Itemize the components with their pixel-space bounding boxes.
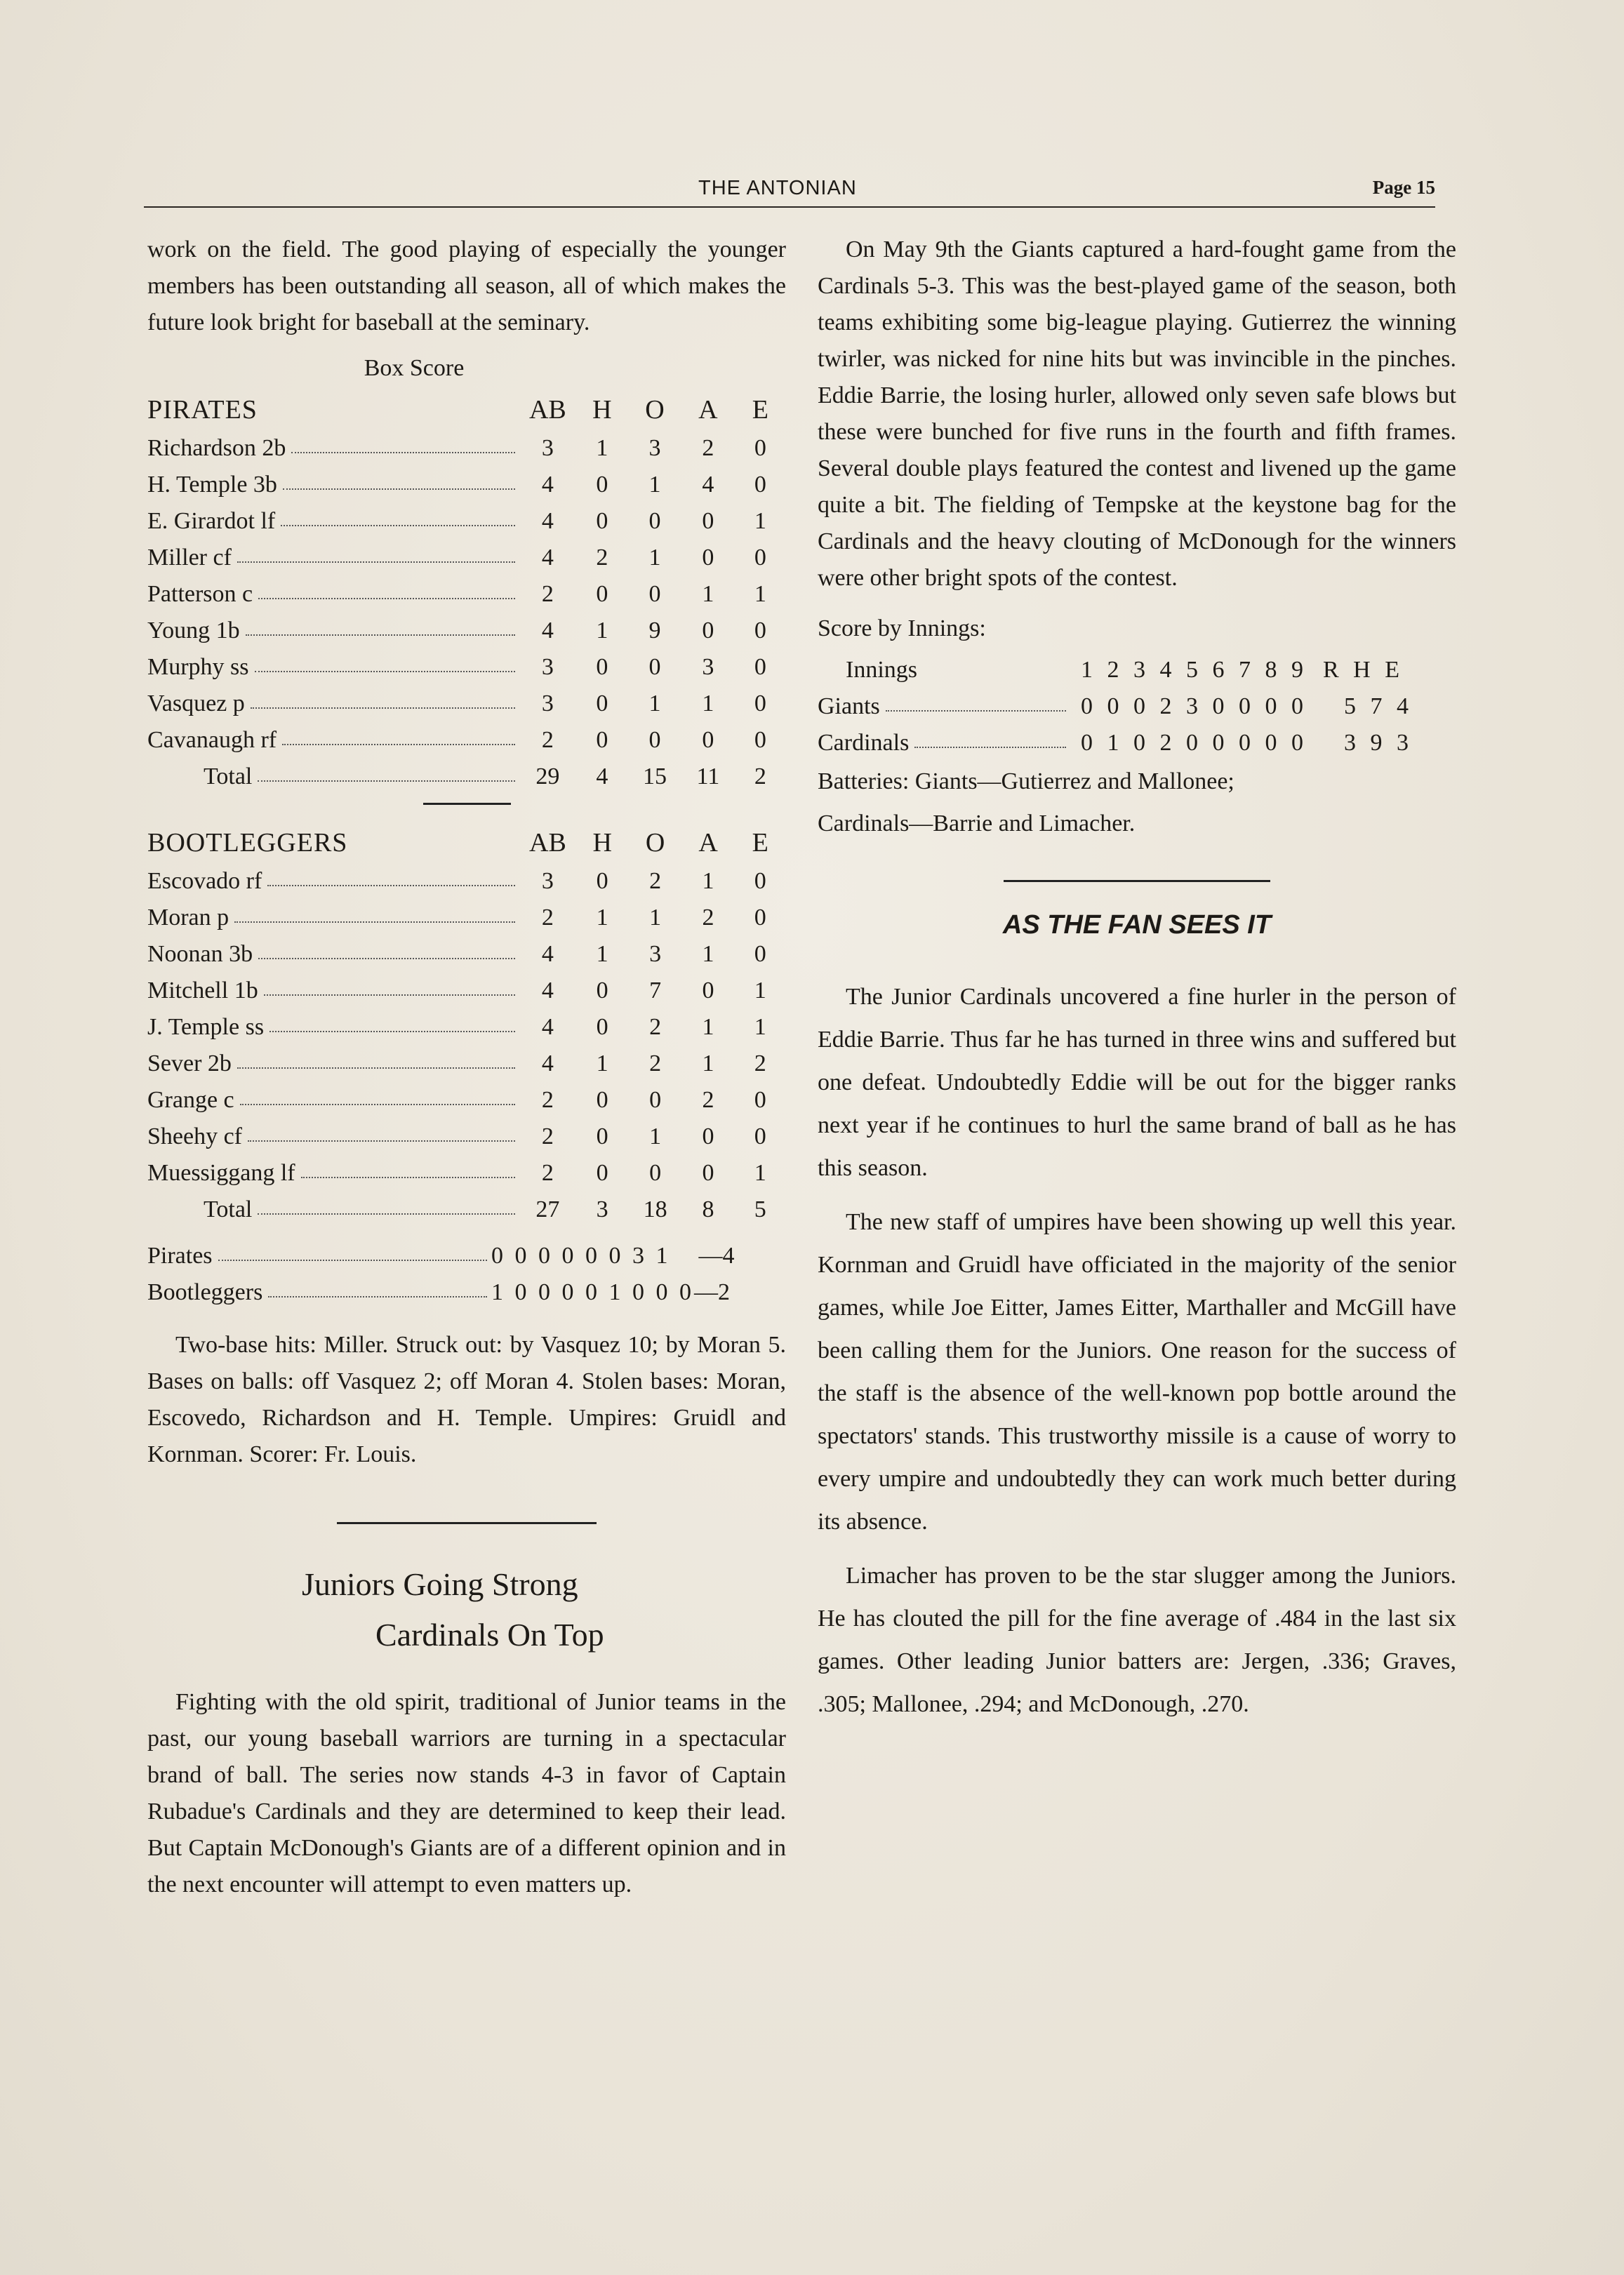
bootleggers-box-score bbox=[147, 818, 786, 1223]
player-row bbox=[147, 681, 786, 717]
line-score bbox=[147, 1233, 786, 1306]
stat-ab: 4 bbox=[541, 472, 554, 498]
player-row bbox=[147, 1150, 786, 1187]
player-row bbox=[147, 717, 786, 754]
line-score-row: Pirates 0 0 0 0 0 0 3 1 —4 bbox=[147, 1243, 735, 1269]
dot-leader bbox=[258, 1213, 515, 1215]
player-row bbox=[147, 608, 786, 644]
section-divider bbox=[1004, 880, 1270, 882]
stat-o: 0 bbox=[648, 654, 661, 680]
innings-label: Innings bbox=[846, 657, 917, 683]
stat-h: 0 bbox=[596, 1123, 608, 1149]
col-header: H bbox=[592, 395, 612, 425]
player-row bbox=[147, 968, 786, 1004]
innings-table bbox=[818, 647, 1442, 756]
stat-o: 3 bbox=[648, 435, 661, 461]
stat-a: 1 bbox=[702, 1050, 714, 1076]
stat-ab: 4 bbox=[541, 618, 554, 643]
fan-heading: AS THE FAN SEES IT bbox=[1002, 910, 1272, 940]
player-row bbox=[147, 1114, 786, 1150]
player-name: Miller cf bbox=[147, 545, 232, 571]
juniors-headline: Juniors Going Strong Cardinals On Top bbox=[302, 1566, 604, 1653]
stat-h: 1 bbox=[596, 941, 608, 967]
col-header: O bbox=[645, 828, 665, 858]
stat-h: 0 bbox=[596, 508, 608, 534]
col-header: AB bbox=[528, 395, 566, 425]
stat-ab: 2 bbox=[541, 1160, 554, 1186]
player-row bbox=[147, 535, 786, 571]
stat-e: 0 bbox=[754, 654, 766, 680]
player-row bbox=[147, 571, 786, 608]
stat-ab: 3 bbox=[541, 868, 554, 894]
player-row bbox=[147, 1004, 786, 1041]
player-row bbox=[147, 462, 786, 498]
dot-leader bbox=[291, 452, 515, 453]
dot-leader bbox=[237, 1067, 515, 1069]
dot-leader bbox=[246, 634, 515, 636]
stat-e: 0 bbox=[754, 1123, 766, 1149]
player-name: E. Girardot lf bbox=[147, 508, 276, 534]
game-summary: Two-base hits: Miller. Struck out: by Vasquez 10; by Moran 5. Bases on balls: off Vasquez 2; off Moran 4. Stolen bases: Moran, Escovedo, Richardson and H. Temple. Umpires: Gruidl and Kornman. Scorer: Fr. Louis. bbox=[147, 1332, 786, 1467]
stat-ab: 3 bbox=[541, 435, 554, 461]
stat-ab: 4 bbox=[541, 1014, 554, 1040]
stat-o: 1 bbox=[649, 905, 662, 930]
publication-title: THE ANTONIAN bbox=[698, 177, 857, 199]
stat-o: 1 bbox=[648, 545, 661, 571]
stat-o: 1 bbox=[648, 690, 661, 716]
total-row bbox=[147, 754, 786, 790]
stat-h: 0 bbox=[596, 1160, 608, 1186]
stat-e: 0 bbox=[754, 727, 766, 753]
stat-e: 0 bbox=[754, 690, 766, 716]
stat-o: 0 bbox=[648, 581, 661, 607]
stat-h: 0 bbox=[596, 654, 608, 680]
stat-e: 0 bbox=[754, 868, 766, 894]
stat-a: 2 bbox=[702, 1087, 714, 1113]
page-number: Page 15 bbox=[1372, 177, 1435, 198]
stat-ab: 2 bbox=[541, 1087, 554, 1113]
dot-leader bbox=[237, 561, 515, 563]
stat-h: 1 bbox=[596, 1050, 608, 1076]
stat-e: 0 bbox=[754, 941, 766, 967]
player-name: Muessiggang lf bbox=[147, 1160, 295, 1186]
dot-leader bbox=[258, 958, 515, 959]
stat-a: 11 bbox=[696, 763, 720, 789]
col-header: AB bbox=[529, 828, 566, 858]
stat-a: 8 bbox=[702, 1196, 714, 1222]
dot-leader bbox=[258, 598, 515, 599]
player-row bbox=[147, 895, 786, 931]
stat-e: 5 bbox=[754, 1196, 766, 1222]
stat-h: 1 bbox=[596, 905, 608, 930]
col-header: H bbox=[592, 828, 612, 858]
intro-paragraph: work on the field. The good playing of especially the younger members has been outstanding all season, all of which makes the future look bright for baseball at the seminary. bbox=[147, 236, 786, 335]
stat-h: 0 bbox=[596, 1014, 608, 1040]
dot-leader bbox=[234, 921, 515, 923]
stat-a: 1 bbox=[702, 941, 714, 967]
stat-o: 18 bbox=[643, 1196, 667, 1222]
dot-leader bbox=[301, 1177, 515, 1178]
dot-leader bbox=[251, 707, 515, 709]
player-row bbox=[147, 644, 786, 681]
dot-leader bbox=[282, 744, 515, 745]
stat-a: 2 bbox=[702, 905, 714, 930]
stat-h: 1 bbox=[596, 435, 608, 461]
may9-paragraph: On May 9th the Giants captured a hard-fought game from the Cardinals 5-3. This was the best-played game of the season, both teams exhibiting some big-league playing. Gutierrez the winning twirler, was nicked for nine hits but was invincible in the pinches. Eddie Barrie, the losing hurler, allowed only seven safe blows but these were bunched for five runs in the fourth and fifth frames. Several double plays featured the contest and livened up the game quite a bit. The fielding of Tempske at the keystone bag for the Cardinals and the heavy clouting of McDonough for the winners were other bright spots of the contest. bbox=[818, 236, 1456, 591]
stat-a: 1 bbox=[702, 690, 714, 716]
dot-leader bbox=[283, 488, 515, 490]
player-row bbox=[147, 425, 786, 462]
stat-e: 1 bbox=[754, 581, 766, 607]
player-row bbox=[147, 931, 786, 968]
stat-a: 4 bbox=[702, 472, 714, 498]
dot-leader bbox=[258, 780, 515, 782]
total-label: Total bbox=[204, 1196, 253, 1222]
stat-o: 2 bbox=[649, 868, 662, 894]
stat-a: 0 bbox=[702, 727, 714, 753]
stat-ab: 2 bbox=[541, 727, 554, 753]
stat-h: 0 bbox=[596, 868, 608, 894]
header-rule bbox=[144, 206, 1435, 208]
player-row bbox=[147, 1077, 786, 1114]
stat-e: 0 bbox=[754, 545, 766, 571]
section-divider bbox=[423, 803, 511, 805]
stat-ab: 3 bbox=[541, 690, 554, 716]
running-header bbox=[144, 177, 1435, 208]
stat-h: 0 bbox=[596, 978, 608, 1003]
stat-e: 0 bbox=[754, 905, 766, 930]
dot-leader bbox=[264, 994, 515, 996]
stat-ab: 27 bbox=[535, 1196, 560, 1222]
player-name: Murphy ss bbox=[147, 654, 249, 680]
stat-a: 0 bbox=[702, 508, 714, 534]
col-header: E bbox=[752, 828, 768, 858]
stat-ab: 2 bbox=[541, 905, 554, 930]
stat-e: 1 bbox=[754, 1014, 766, 1040]
player-name: Patterson c bbox=[147, 581, 253, 607]
stat-e: 2 bbox=[754, 1050, 766, 1076]
right-column bbox=[818, 232, 1456, 1726]
player-name: Noonan 3b bbox=[147, 941, 253, 967]
player-name: Escovado rf bbox=[147, 868, 262, 894]
batteries: Batteries: Giants—Gutierrez and Mallonee; Cardinals—Barrie and Limacher. bbox=[818, 768, 1234, 836]
player-row bbox=[147, 1041, 786, 1077]
section-divider bbox=[337, 1522, 597, 1524]
stat-e: 0 bbox=[754, 618, 766, 643]
dot-leader bbox=[248, 1140, 515, 1142]
fan-paragraph-2: The new staff of umpires have been showing up well this year. Kornman and Gruidl have officiated in the majority of the senior games, while Joe Eitter, James Eitter, Marthaller and McGill have been calling them for the Juniors. One reason for the success of the staff is the absence of the well-known pop bottle around the spectators' stands. This trustworthy missile is a cause of worry to every umpire and undoubtedly they can work much better during its absence. bbox=[818, 1209, 1456, 1535]
stat-h: 0 bbox=[596, 581, 608, 607]
stat-h: 0 bbox=[596, 1087, 608, 1113]
player-name: Moran p bbox=[147, 905, 229, 930]
stat-a: 1 bbox=[702, 581, 714, 607]
team-name: PIRATES bbox=[147, 395, 258, 425]
player-name: Grange c bbox=[147, 1087, 234, 1113]
stat-ab: 4 bbox=[541, 508, 554, 534]
stat-o: 1 bbox=[648, 472, 661, 498]
line-score-row: Bootleggers 1 0 0 0 0 1 0 0 0 —2 bbox=[147, 1279, 730, 1305]
team-name: BOOTLEGGERS bbox=[147, 828, 348, 858]
stat-ab: 4 bbox=[541, 545, 554, 571]
dot-leader bbox=[281, 525, 515, 526]
innings-row: Cardinals 0 1 0 2 0 0 0 0 0 3 9 3 bbox=[818, 730, 1413, 756]
juniors-paragraph: Fighting with the old spirit, traditional of Junior teams in the past, our young baseball warriors are turning in a spectacular brand of ball. The series now stands 4-3 in favor of Captain Rubadue's Cardinals and they are determined to keep their lead. But Captain McDonough's Giants are of a different opinion and in the next encounter will attempt to even matters up. bbox=[147, 1689, 786, 1897]
fan-paragraph-3: Limacher has proven to be the star slugger among the Juniors. He has clouted the pill for the fine average of .484 in the last six games. Other leading Junior batters are: Jergen, .336; Graves, .305; Mallonee, .294; and McDonough, .270. bbox=[818, 1563, 1456, 1717]
stat-e: 1 bbox=[754, 508, 766, 534]
stat-o: 15 bbox=[643, 763, 667, 789]
stat-ab: 4 bbox=[541, 941, 554, 967]
pirates-box-score bbox=[147, 385, 786, 790]
stat-h: 0 bbox=[596, 472, 608, 498]
stat-a: 1 bbox=[702, 868, 714, 894]
stat-h: 1 bbox=[596, 618, 608, 643]
stat-h: 2 bbox=[596, 545, 608, 571]
left-column bbox=[147, 232, 786, 1903]
stat-a: 0 bbox=[702, 1123, 714, 1149]
stat-ab: 4 bbox=[541, 978, 554, 1003]
dot-leader bbox=[269, 1031, 515, 1032]
player-name: H. Temple 3b bbox=[147, 472, 277, 498]
stat-a: 0 bbox=[702, 1160, 714, 1186]
innings-header: 1 2 3 4 5 6 7 8 9 bbox=[1081, 657, 1307, 683]
player-name: Richardson 2b bbox=[147, 435, 286, 461]
stat-a: 1 bbox=[702, 1014, 714, 1040]
stat-ab: 29 bbox=[535, 763, 560, 789]
stat-a: 0 bbox=[702, 545, 714, 571]
player-name: Young 1b bbox=[147, 618, 240, 643]
innings-row: Giants 0 0 0 2 3 0 0 0 0 5 7 4 bbox=[818, 693, 1413, 719]
stat-e: 1 bbox=[754, 978, 766, 1003]
stat-a: 2 bbox=[702, 435, 714, 461]
score-by-innings-label: Score by Innings: bbox=[818, 615, 986, 641]
stat-ab: 4 bbox=[541, 1050, 554, 1076]
stat-ab: 3 bbox=[541, 654, 554, 680]
player-name: Vasquez p bbox=[147, 690, 245, 716]
col-header: E bbox=[752, 395, 768, 425]
dot-leader bbox=[267, 885, 515, 886]
stat-o: 0 bbox=[649, 1160, 662, 1186]
stat-o: 3 bbox=[649, 941, 662, 967]
stat-h: 0 bbox=[596, 727, 608, 753]
total-label: Total bbox=[204, 763, 253, 789]
rhe-header: R H E bbox=[1323, 657, 1404, 683]
stat-e: 2 bbox=[754, 763, 766, 789]
stat-o: 0 bbox=[648, 508, 661, 534]
stat-o: 1 bbox=[649, 1123, 662, 1149]
stat-o: 2 bbox=[649, 1014, 662, 1040]
stat-o: 2 bbox=[649, 1050, 662, 1076]
player-row bbox=[147, 858, 786, 895]
stat-h: 4 bbox=[596, 763, 608, 789]
col-header: O bbox=[645, 395, 665, 425]
stat-o: 9 bbox=[648, 618, 661, 643]
player-name: J. Temple ss bbox=[147, 1014, 265, 1040]
stat-o: 7 bbox=[649, 978, 662, 1003]
dot-leader bbox=[240, 1104, 515, 1105]
stat-h: 3 bbox=[596, 1196, 608, 1222]
col-header: A bbox=[698, 828, 718, 858]
stat-e: 0 bbox=[754, 435, 766, 461]
stat-h: 0 bbox=[596, 690, 608, 716]
stat-ab: 2 bbox=[541, 1123, 554, 1149]
stat-e: 0 bbox=[754, 1087, 766, 1113]
box-score-title: Box Score bbox=[364, 355, 465, 381]
player-name: Cavanaugh rf bbox=[147, 727, 277, 753]
player-name: Sever 2b bbox=[147, 1050, 232, 1076]
player-row bbox=[147, 498, 786, 535]
player-name: Mitchell 1b bbox=[147, 978, 258, 1003]
col-header: A bbox=[698, 395, 718, 425]
stat-o: 0 bbox=[649, 1087, 662, 1113]
fan-paragraph-1: The Junior Cardinals uncovered a fine hurler in the person of Eddie Barrie. Thus far he has turned in three wins and suffered but one defeat. Undoubtedly Eddie will be out for the bigger ranks next year if he continues to hurl the same brand of ball as he has this season. bbox=[818, 984, 1456, 1181]
stat-a: 0 bbox=[702, 978, 714, 1003]
stat-a: 3 bbox=[702, 654, 714, 680]
stat-e: 0 bbox=[754, 472, 766, 498]
dot-leader bbox=[255, 671, 515, 672]
stat-a: 0 bbox=[702, 618, 714, 643]
player-name: Sheehy cf bbox=[147, 1123, 243, 1149]
stat-e: 1 bbox=[754, 1160, 766, 1186]
total-row bbox=[147, 1187, 786, 1223]
stat-ab: 2 bbox=[541, 581, 554, 607]
stat-o: 0 bbox=[648, 727, 661, 753]
